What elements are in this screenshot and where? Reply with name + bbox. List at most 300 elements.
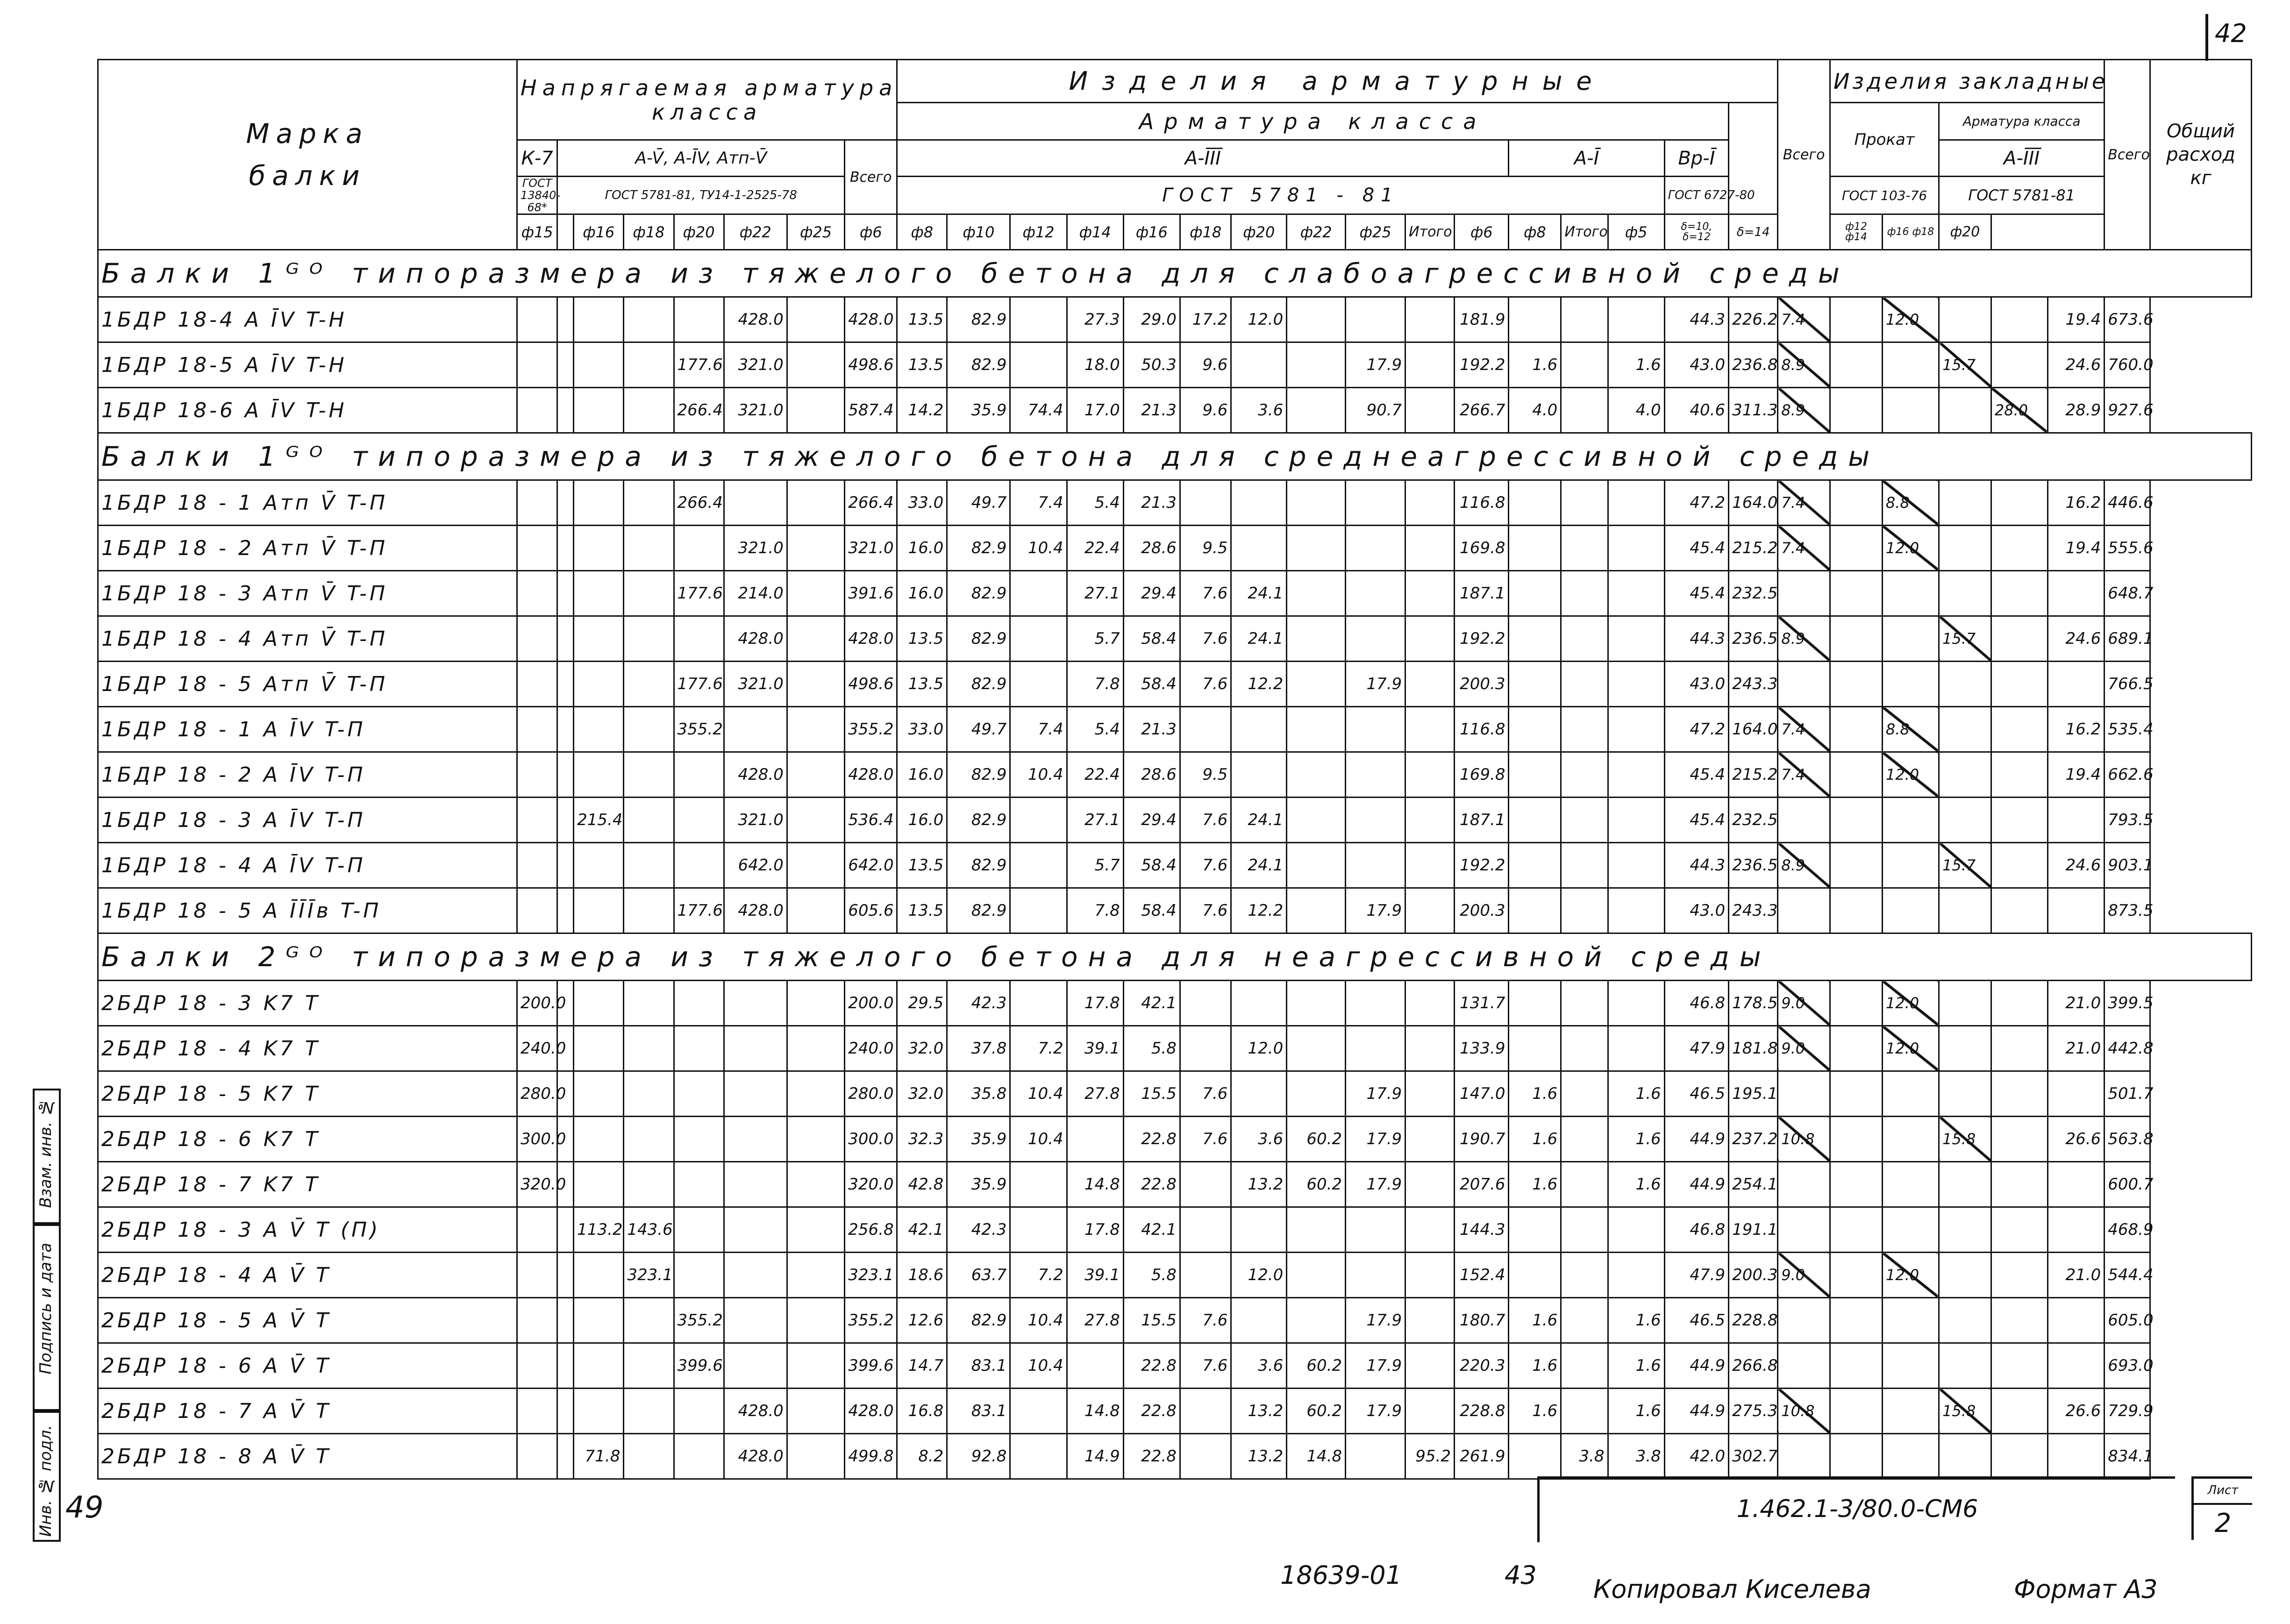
copied-by: Копировал Киселева	[1593, 1574, 1871, 1604]
napr-cell	[624, 388, 674, 433]
a1-cell: 1.6	[1509, 1343, 1561, 1389]
sheet-number: 2	[2214, 1508, 2232, 1539]
beam-mark: 1БДР 18-5 A ĪV T-H	[98, 342, 517, 388]
napr-cell	[787, 297, 844, 342]
arm-total-cell: 232.5	[1729, 798, 1778, 843]
a3-cell: 15.5	[1123, 1298, 1180, 1343]
zakl-cell: 12.0	[1882, 1026, 1939, 1071]
a1-cell	[1561, 388, 1608, 433]
a1-cell: 1.6	[1509, 1117, 1561, 1162]
vr-cell: 44.9	[1664, 1117, 1728, 1162]
zakl-cell	[1939, 981, 1991, 1026]
zakl-cell: 12.0	[1882, 297, 1939, 342]
a1-cell	[1561, 1207, 1608, 1253]
a3-cell: 29.4	[1123, 798, 1180, 843]
zakl-cell	[1830, 981, 1883, 1026]
zakl-total-cell: 19.4	[2048, 752, 2105, 798]
a3-cell: 5.8	[1123, 1253, 1180, 1298]
zakl-cell	[1830, 526, 1883, 571]
zakl-cell	[1830, 1434, 1883, 1479]
napr-total-cell: 428.0	[845, 1389, 897, 1434]
a1-total-cell	[1608, 571, 1664, 616]
zakl-total-cell: 21.0	[2048, 1253, 2105, 1298]
a3-cell: 18.0	[1067, 342, 1123, 388]
a1-total-cell	[1608, 1207, 1664, 1253]
napr-total-cell: 266.4	[845, 480, 897, 526]
napr-cell	[674, 1026, 724, 1071]
zakl-cell	[1830, 571, 1883, 616]
a3-total-cell: 181.9	[1455, 297, 1509, 342]
napr-cell	[574, 480, 624, 526]
a3-cell	[1010, 1207, 1067, 1253]
a1-total-cell	[1608, 888, 1664, 933]
a3-cell: 13.5	[897, 888, 947, 933]
side-label-vzam: Взам. инв. №	[36, 1098, 55, 1208]
vr-cell: 47.2	[1664, 707, 1728, 752]
napr-cell	[557, 1343, 574, 1389]
vr-cell: 44.9	[1664, 1343, 1728, 1389]
zakl-cell	[1778, 1298, 1830, 1343]
a3-cell	[1180, 1253, 1231, 1298]
a3-cell	[1180, 1026, 1231, 1071]
zakl-cell: 12.0	[1882, 981, 1939, 1026]
a1-cell	[1561, 1071, 1608, 1117]
zakl-total-cell	[2048, 571, 2105, 616]
a3-cell: 42.1	[1123, 1207, 1180, 1253]
zakl-cell	[1830, 297, 1883, 342]
napr-cell	[574, 1162, 624, 1207]
zakl-cell	[1882, 1071, 1939, 1117]
side-label-podpis: Подпись и дата	[36, 1243, 55, 1375]
zakl-cell: 12.0	[1882, 1253, 1939, 1298]
a3-cell: 42.1	[1123, 981, 1180, 1026]
grand-total-cell: 673.6	[2105, 297, 2150, 342]
arm-total-cell: 215.2	[1729, 752, 1778, 798]
a3-cell: 17.9	[1346, 888, 1405, 933]
diam-napr: ф15	[517, 214, 557, 250]
a3-cell: 7.6	[1180, 662, 1231, 707]
napr-total-cell: 240.0	[845, 1026, 897, 1071]
napr-cell	[724, 480, 787, 526]
a1-total-cell	[1608, 981, 1664, 1026]
zakl-cell	[1939, 526, 1991, 571]
zakl-cell	[1778, 1207, 1830, 1253]
beam-mark: 2БДР 18 - 4 A V̄ T	[98, 1253, 517, 1298]
beam-mark: 1БДР 18-6 A ĪV T-H	[98, 388, 517, 433]
zakl-total-cell	[2048, 888, 2105, 933]
beam-mark: 1БДР 18 - 2 Aтп V̄ T-П	[98, 526, 517, 571]
napr-cell	[517, 843, 557, 888]
grand-total-cell: 903.1	[2105, 843, 2150, 888]
napr-cell	[557, 342, 574, 388]
a3-cell	[1405, 1162, 1455, 1207]
a1-cell	[1561, 981, 1608, 1026]
diam-a1: ф6	[1455, 214, 1509, 250]
a3-total-cell: 147.0	[1455, 1071, 1509, 1117]
vr1-header: Вр-Ī	[1664, 140, 1728, 177]
a3-cell	[1405, 707, 1455, 752]
a3-cell	[1287, 616, 1346, 662]
zakl-cell	[1991, 1343, 2047, 1389]
grand-total-cell: 793.5	[2105, 798, 2150, 843]
napr-cell	[787, 388, 844, 433]
zakl-cell	[1830, 752, 1883, 798]
a3-total-cell: 228.8	[1455, 1389, 1509, 1434]
a3-cell: 12.2	[1231, 662, 1287, 707]
arm-total-cell: 228.8	[1729, 1298, 1778, 1343]
section-header-row	[98, 933, 2252, 981]
izd-arm-header: Изделия арматурные	[897, 60, 1778, 103]
a3-cell: 13.5	[897, 843, 947, 888]
napr-total-cell: 642.0	[845, 843, 897, 888]
napr-cell	[574, 752, 624, 798]
grand-total-cell: 544.4	[2105, 1253, 2150, 1298]
zakl-cell: 8.8	[1882, 707, 1939, 752]
page-corner-bar	[2205, 14, 2208, 61]
napr-cell	[787, 1162, 844, 1207]
napr-cell	[787, 707, 844, 752]
table-row	[98, 981, 2252, 1026]
beam-mark: 2БДР 18 - 5 K7 T	[98, 1071, 517, 1117]
a3-header: А-ĪĪĪ	[897, 140, 1509, 177]
a3-cell	[1405, 297, 1455, 342]
title-block-code: 1.462.1-3/80.0-СМ6	[1537, 1476, 2175, 1542]
a3-cell	[1180, 1207, 1231, 1253]
a3-cell: 33.0	[897, 707, 947, 752]
a3-cell: 12.0	[1231, 1253, 1287, 1298]
arm-total-cell: 164.0	[1729, 480, 1778, 526]
vr-cell: 46.5	[1664, 1071, 1728, 1117]
zakl-cell	[1991, 526, 2047, 571]
zakl-total-cell: 24.6	[2048, 342, 2105, 388]
a3-cell	[1180, 707, 1231, 752]
a3-cell: 14.9	[1067, 1434, 1123, 1479]
vsego-arm-header: Всего	[1778, 60, 1830, 250]
beam-mark: 1БДР 18 - 4 Aтп V̄ T-П	[98, 616, 517, 662]
zakl-total-cell: 19.4	[2048, 526, 2105, 571]
zakl-cell: 8.9	[1778, 388, 1830, 433]
diam-napr: ф16	[574, 214, 624, 250]
napr-cell	[674, 1071, 724, 1117]
a3-cell: 13.2	[1231, 1389, 1287, 1434]
a3-cell: 7.6	[1180, 1343, 1231, 1389]
vr-cell: 44.9	[1664, 1389, 1728, 1434]
napr-cell: 321.0	[724, 662, 787, 707]
a1-total-cell	[1608, 843, 1664, 888]
napr-cell	[787, 342, 844, 388]
zakl-cell	[1939, 888, 1991, 933]
zakl-cell	[1882, 1389, 1939, 1434]
a3-cell: 29.4	[1123, 571, 1180, 616]
a3-cell: 17.2	[1180, 297, 1231, 342]
a3-cell	[1405, 480, 1455, 526]
a1-cell	[1509, 752, 1561, 798]
a3-cell	[1287, 1253, 1346, 1298]
a1-cell	[1509, 707, 1561, 752]
diam-napr: ф22	[724, 214, 787, 250]
napr-cell: 300.0	[517, 1117, 557, 1162]
a1-total-cell	[1608, 616, 1664, 662]
table-row	[98, 1026, 2252, 1071]
napr-cell: 143.6	[624, 1207, 674, 1253]
zakl-cell	[1939, 388, 1991, 433]
a3-cell	[1287, 526, 1346, 571]
napr-cell	[624, 662, 674, 707]
arm-total-cell: 243.3	[1729, 662, 1778, 707]
napr-cell	[674, 1207, 724, 1253]
a3-cell	[1231, 1298, 1287, 1343]
zakl-cell	[1882, 798, 1939, 843]
a3-cell: 17.9	[1346, 1162, 1405, 1207]
a3-cell	[1010, 888, 1067, 933]
zakl-cell	[1939, 571, 1991, 616]
napr-cell	[724, 1162, 787, 1207]
zakl-cell	[1991, 297, 2047, 342]
grand-total-cell: 834.1	[2105, 1434, 2150, 1479]
a3-cell: 12.0	[1231, 297, 1287, 342]
napr-cell	[557, 1298, 574, 1343]
grand-total-cell: 600.7	[2105, 1162, 2150, 1207]
table-row	[98, 1389, 2252, 1434]
napr-cell	[787, 662, 844, 707]
napr-cell	[624, 1434, 674, 1479]
a3-cell: 22.8	[1123, 1389, 1180, 1434]
a3-cell: 32.0	[897, 1071, 947, 1117]
table-row	[98, 1071, 2252, 1117]
napr-cell	[517, 1298, 557, 1343]
a1-header: А-Ī	[1509, 140, 1664, 177]
a1-total-cell	[1608, 662, 1664, 707]
a1-cell	[1561, 1389, 1608, 1434]
a3-cell: 82.9	[947, 1298, 1010, 1343]
a3-total-cell: 266.7	[1455, 388, 1509, 433]
a3-cell: 5.7	[1067, 616, 1123, 662]
napr-cell	[674, 297, 724, 342]
zakl-cell	[1830, 707, 1883, 752]
a3-cell	[1346, 1253, 1405, 1298]
inventory-number: 49	[65, 1490, 104, 1525]
napr-cell: 177.6	[674, 888, 724, 933]
napr-cell: 214.0	[724, 571, 787, 616]
vr-cell: 40.6	[1664, 388, 1728, 433]
a3-cell	[1180, 1389, 1231, 1434]
a3-cell	[1287, 752, 1346, 798]
zakl-cell: 28.0	[1991, 388, 2047, 433]
a1-cell: 4.0	[1509, 388, 1561, 433]
a3-cell	[1180, 480, 1231, 526]
a3-cell: 7.4	[1010, 480, 1067, 526]
table-row	[98, 526, 2252, 571]
a3-cell	[1067, 1343, 1123, 1389]
grand-total-cell: 442.8	[2105, 1026, 2150, 1071]
zakl-cell: 12.0	[1882, 526, 1939, 571]
grand-total-cell: 555.6	[2105, 526, 2150, 571]
table-row	[98, 1298, 2252, 1343]
vr-cell: 45.4	[1664, 526, 1728, 571]
a3-cell: 13.5	[897, 662, 947, 707]
napr-cell	[517, 342, 557, 388]
a3-cell: 58.4	[1123, 843, 1180, 888]
napr-cell: 321.0	[724, 388, 787, 433]
napr-cell	[517, 888, 557, 933]
grand-total-cell: 766.5	[2105, 662, 2150, 707]
napr-cell	[674, 752, 724, 798]
napr-cell	[574, 616, 624, 662]
a3-cell: 3.6	[1231, 1343, 1287, 1389]
zakl-cell	[1778, 662, 1830, 707]
zakl-cell	[1830, 1253, 1883, 1298]
napryag-header	[517, 60, 897, 140]
napr-cell: 428.0	[724, 616, 787, 662]
a3-cell: 22.4	[1067, 526, 1123, 571]
napr-cell	[624, 526, 674, 571]
zakl-cell: 8.9	[1778, 843, 1830, 888]
a3-cell: 24.1	[1231, 798, 1287, 843]
zakl-cell: 9.0	[1778, 981, 1830, 1026]
zakl-cell	[1991, 662, 2047, 707]
data-body	[98, 250, 2252, 1479]
zakl-cell	[1882, 616, 1939, 662]
napr-cell: 399.6	[674, 1343, 724, 1389]
a3-cell	[1180, 1162, 1231, 1207]
zakl-cell: 9.0	[1778, 1253, 1830, 1298]
a1-cell	[1561, 1298, 1608, 1343]
a3-total-cell: 207.6	[1455, 1162, 1509, 1207]
a3-cell	[1405, 571, 1455, 616]
a3-cell: 63.7	[947, 1253, 1010, 1298]
a1-cell	[1509, 1434, 1561, 1479]
a3-cell: 27.8	[1067, 1298, 1123, 1343]
vr-cell: 44.3	[1664, 843, 1728, 888]
zakl-cell: 10.8	[1778, 1117, 1830, 1162]
napr-cell	[517, 388, 557, 433]
napr-cell	[674, 1162, 724, 1207]
a3-cell: 7.6	[1180, 1071, 1231, 1117]
diam-napr: ф20	[674, 214, 724, 250]
a3-cell: 5.7	[1067, 843, 1123, 888]
zakl-cell	[1991, 1298, 2047, 1343]
napr-total-cell: 498.6	[845, 342, 897, 388]
a3-cell: 42.3	[947, 981, 1010, 1026]
a3-cell: 7.6	[1180, 1298, 1231, 1343]
a3-total-cell: 220.3	[1455, 1343, 1509, 1389]
a3-total-cell: 169.8	[1455, 526, 1509, 571]
vr-cell: 44.3	[1664, 297, 1728, 342]
napr-cell	[517, 1434, 557, 1479]
napr-cell	[517, 662, 557, 707]
arm-total-cell: 195.1	[1729, 1071, 1778, 1117]
diam-a3: ф18	[1180, 214, 1231, 250]
zakl-cell	[1939, 798, 1991, 843]
a1-cell	[1561, 1343, 1608, 1389]
napr-cell	[787, 1434, 844, 1479]
a3-total-cell: 261.9	[1455, 1434, 1509, 1479]
beam-mark: 2БДР 18 - 4 K7 T	[98, 1026, 517, 1071]
a3-cell: 17.9	[1346, 1389, 1405, 1434]
a3-cell	[1405, 798, 1455, 843]
a3-cell: 7.8	[1067, 888, 1123, 933]
beam-mark: 1БДР 18 - 5 A ĪĪĪв T-П	[98, 888, 517, 933]
a3-cell	[1287, 1298, 1346, 1343]
grand-total-cell: 605.0	[2105, 1298, 2150, 1343]
napr-cell: 266.4	[674, 480, 724, 526]
zakl-cell	[1830, 616, 1883, 662]
a3-cell: 35.9	[947, 1117, 1010, 1162]
napr-cell	[574, 571, 624, 616]
diam-zakl: ф12 ф14	[1830, 214, 1883, 250]
vr-cell: 47.2	[1664, 480, 1728, 526]
a3-cell: 83.1	[947, 1389, 1010, 1434]
zakl-cell	[1882, 1117, 1939, 1162]
arm-total-cell: 200.3	[1729, 1253, 1778, 1298]
vr-cell: 47.9	[1664, 1026, 1728, 1071]
obshchiy-line2: расход	[2166, 144, 2235, 165]
grand-total-cell: 468.9	[2105, 1207, 2150, 1253]
a1-cell	[1509, 1253, 1561, 1298]
table-row	[98, 1434, 2252, 1479]
a3-cell: 35.9	[947, 1162, 1010, 1207]
a3-cell: 22.8	[1123, 1162, 1180, 1207]
napr-cell: 323.1	[624, 1253, 674, 1298]
marka-header	[98, 60, 517, 250]
a3-cell	[1287, 662, 1346, 707]
a3-cell: 58.4	[1123, 616, 1180, 662]
a3-cell: 39.1	[1067, 1253, 1123, 1298]
napr-cell	[574, 843, 624, 888]
napr-cell	[724, 1207, 787, 1253]
zakl-cell	[1991, 752, 2047, 798]
zakl-total-cell: 21.0	[2048, 981, 2105, 1026]
napr-cell	[517, 297, 557, 342]
a1-cell	[1509, 1207, 1561, 1253]
vr-cell: 43.0	[1664, 888, 1728, 933]
arm-total-cell: 237.2	[1729, 1117, 1778, 1162]
a3-cell: 27.3	[1067, 297, 1123, 342]
a3-cell: 58.4	[1123, 662, 1180, 707]
a3-cell: 13.5	[897, 616, 947, 662]
a3-cell	[1231, 342, 1287, 388]
a1-total-cell	[1608, 297, 1664, 342]
vr-cell: 45.4	[1664, 752, 1728, 798]
a3-cell: 82.9	[947, 571, 1010, 616]
a3-cell: 50.3	[1123, 342, 1180, 388]
napr-cell	[557, 1207, 574, 1253]
a3-cell	[1346, 616, 1405, 662]
vr-cell: 46.5	[1664, 1298, 1728, 1343]
napr-cell: 355.2	[674, 1298, 724, 1343]
a3-cell	[1287, 888, 1346, 933]
napr-cell	[624, 1298, 674, 1343]
table-row	[98, 616, 2252, 662]
a3-cell: 27.8	[1067, 1071, 1123, 1117]
zakl-cell	[1778, 888, 1830, 933]
zakl-cell	[1830, 888, 1883, 933]
zakl-cell	[1991, 1117, 2047, 1162]
zakl-cell	[1991, 843, 2047, 888]
zakl-total-cell	[2048, 798, 2105, 843]
napr-cell	[557, 1389, 574, 1434]
napr-cell	[557, 388, 574, 433]
grand-total-cell: 399.5	[2105, 981, 2150, 1026]
a3-total-cell: 200.3	[1455, 662, 1509, 707]
a3-total-cell: 187.1	[1455, 798, 1509, 843]
napr-cell	[787, 480, 844, 526]
a1-total-cell: 1.6	[1608, 1298, 1664, 1343]
napr-cell: 428.0	[724, 1389, 787, 1434]
a3-cell	[1287, 571, 1346, 616]
a3-cell: 82.9	[947, 297, 1010, 342]
vr-cell: 43.0	[1664, 662, 1728, 707]
